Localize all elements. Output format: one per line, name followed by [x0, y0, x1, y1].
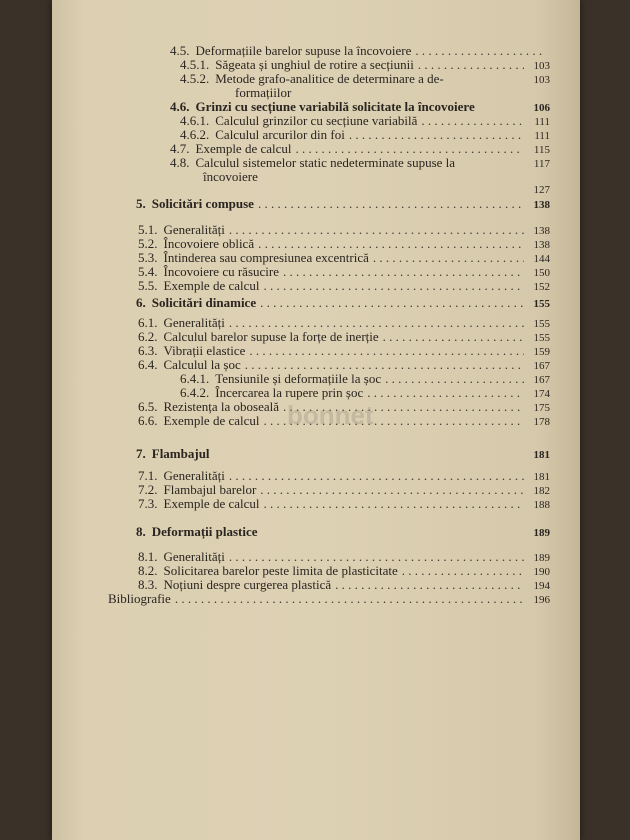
entry-page-number: 155 [533, 332, 550, 344]
entry-page-number: 127 [533, 184, 550, 196]
entry-number: 6.3. [138, 343, 158, 358]
entry-title: Solicitarea barelor peste limita de plasticitate [163, 563, 398, 578]
leader-dots [229, 223, 524, 237]
entry-page-number: 189 [533, 552, 550, 564]
toc-chapter-8 [136, 525, 550, 540]
leader-dots [296, 142, 524, 156]
entry-page-number: 138 [533, 199, 550, 211]
entry-number: 5.3. [138, 250, 158, 265]
entry-number: 6. [136, 295, 146, 310]
leader-dots [385, 372, 524, 386]
entry-title: Exemple de calcul [195, 141, 292, 156]
watermark-logo: bonnet [287, 400, 374, 430]
entry-page-number: 152 [533, 281, 550, 293]
entry-number: 4.8. [170, 155, 190, 170]
entry-title: Tensiunile și deformațiile la șoc [215, 371, 382, 386]
leader-dots [383, 330, 524, 344]
entry-title: Generalități [163, 222, 225, 237]
entry-page-number: 167 [533, 360, 550, 372]
toc-chapter-5 [136, 197, 550, 212]
entry-page-number: 155 [533, 298, 550, 310]
entry-title: Deformații plastice [151, 524, 258, 539]
book-page [52, 0, 580, 840]
entry-title: Calculul sistemelor static nedeterminate supuse la [195, 155, 456, 170]
entry-title: Solicitări compuse [151, 196, 254, 211]
toc-bibliography [108, 592, 550, 607]
entry-page-number: 115 [533, 144, 550, 156]
entry-title: Vibrații elastice [163, 343, 246, 358]
entry-number: 4.5.2. [180, 71, 210, 86]
leader-dots [249, 344, 524, 358]
entry-title: Generalități [163, 468, 225, 483]
leader-dots [264, 279, 524, 293]
leader-dots [258, 197, 524, 211]
entry-title: Solicitări dinamice [151, 295, 257, 310]
entry-title: Grinzi cu secțiune variabilă solicitate la încovoiere [195, 99, 475, 114]
entry-title: Bibliografie [108, 591, 171, 606]
leader-dots [264, 497, 524, 511]
entry-page-number: 111 [534, 116, 550, 128]
leader-dots [258, 237, 524, 251]
entry-number: 4.6. [170, 99, 190, 114]
entry-number: 8.1. [138, 549, 158, 564]
entry-number: 6.2. [138, 329, 158, 344]
entry-title: Calculul la șoc [163, 357, 241, 372]
entry-number: 8. [136, 524, 146, 539]
entry-page-number: 150 [533, 267, 550, 279]
toc-entry-8-3 [138, 578, 550, 593]
entry-page-number: 106 [533, 102, 550, 114]
leader-dots [415, 44, 546, 58]
entry-title: Generalități [163, 549, 225, 564]
entry-number: 4.6.2. [180, 127, 210, 142]
entry-number: 5.1. [138, 222, 158, 237]
entry-number: 4.5.1. [180, 57, 210, 72]
entry-page-number: 188 [533, 499, 550, 511]
leader-dots [335, 578, 524, 592]
leader-dots [229, 550, 524, 564]
entry-page-number: 196 [533, 594, 550, 606]
entry-page-number: 138 [533, 225, 550, 237]
entry-number: 8.2. [138, 563, 158, 578]
entry-number: 4.5. [170, 43, 190, 58]
entry-page-number: 174 [533, 388, 550, 400]
entry-title: Deformațiile barelor supuse la încovoiere [195, 43, 412, 58]
entry-page-number: 155 [533, 318, 550, 330]
entry-title: Exemple de calcul [163, 496, 260, 511]
entry-title: Calculul arcurilor din foi [215, 127, 345, 142]
toc-entry-4-5 [170, 44, 550, 58]
entry-page-number: 178 [533, 416, 550, 428]
entry-title: Exemple de calcul [163, 278, 260, 293]
leader-dots [260, 296, 524, 310]
leader-dots [418, 58, 524, 72]
leader-dots [367, 386, 524, 400]
toc-chapter-7 [136, 447, 550, 462]
entry-title: Încercarea la rupere prin șoc [215, 385, 364, 400]
toc-entry-5-5 [138, 279, 550, 294]
leader-dots [402, 564, 524, 578]
entry-title: Săgeata și unghiul de rotire a secțiunii [215, 57, 414, 72]
entry-number: 6.1. [138, 315, 158, 330]
entry-number: 8.3. [138, 577, 158, 592]
entry-page-number: 175 [533, 402, 550, 414]
entry-title: Exemple de calcul [163, 413, 260, 428]
table-of-contents [52, 0, 580, 840]
entry-title: Rezistența la oboseală [163, 399, 280, 414]
entry-number: 7.3. [138, 496, 158, 511]
entry-title: Generalități [163, 315, 225, 330]
entry-page-number: 138 [533, 239, 550, 251]
leader-dots [349, 128, 524, 142]
leader-dots [245, 358, 524, 372]
entry-title: Flambajul barelor [163, 482, 257, 497]
toc-entry-4-8-cont [203, 169, 550, 196]
entry-number: 6.4.2. [180, 385, 210, 400]
entry-title: Întinderea sau compresiunea excentrică [163, 250, 369, 265]
leader-dots [283, 265, 524, 279]
entry-number: 7. [136, 446, 146, 461]
entry-page-number: 194 [533, 580, 550, 592]
entry-number: 6.4. [138, 357, 158, 372]
entry-number: 7.2. [138, 482, 158, 497]
entry-page-number: 181 [533, 471, 550, 483]
entry-number: 5.5. [138, 278, 158, 293]
leader-dots [373, 251, 524, 265]
entry-title: Încovoiere cu răsucire [163, 264, 279, 279]
entry-page-number: 144 [533, 253, 550, 265]
entry-page-number: 190 [533, 566, 550, 578]
entry-continuation: formațiilor [235, 85, 292, 100]
entry-title: Calculul barelor supuse la forțe de inerție [163, 329, 379, 344]
entry-page-number: 103 [533, 60, 550, 72]
entry-page-number: 181 [533, 449, 550, 461]
entry-title: Noțiuni despre curgerea plastică [163, 577, 332, 592]
entry-page-number: 111 [534, 130, 550, 142]
toc-entry-7-3 [138, 497, 550, 512]
entry-page-number: 159 [533, 346, 550, 358]
leader-dots [175, 592, 524, 606]
leader-dots [260, 483, 524, 497]
entry-number: 6.6. [138, 413, 158, 428]
entry-page-number: 117 [533, 158, 550, 170]
entry-number: 6.4.1. [180, 371, 210, 386]
entry-number: 6.5. [138, 399, 158, 414]
leader-dots [229, 316, 524, 330]
entry-page-number: 182 [533, 485, 550, 497]
entry-page-number: 189 [533, 527, 550, 539]
entry-page-number: 167 [533, 374, 550, 386]
entry-number: 4.6.1. [180, 113, 210, 128]
entry-page-number: 103 [533, 74, 550, 86]
entry-title: Flambajul [151, 446, 210, 461]
entry-title: Încovoiere oblică [163, 236, 255, 251]
entry-number: 5. [136, 196, 146, 211]
entry-title: Calculul grinzilor cu secțiune variabilă [215, 113, 418, 128]
entry-number: 5.4. [138, 264, 158, 279]
leader-dots [229, 469, 524, 483]
entry-title: încovoiere [203, 169, 258, 184]
entry-number: 7.1. [138, 468, 158, 483]
entry-title: Metode grafo-analitice de determinare a de- [215, 71, 444, 86]
toc-chapter-6 [136, 296, 550, 311]
entry-number: 5.2. [138, 236, 158, 251]
entry-number: 4.7. [170, 141, 190, 156]
leader-dots [421, 114, 524, 128]
